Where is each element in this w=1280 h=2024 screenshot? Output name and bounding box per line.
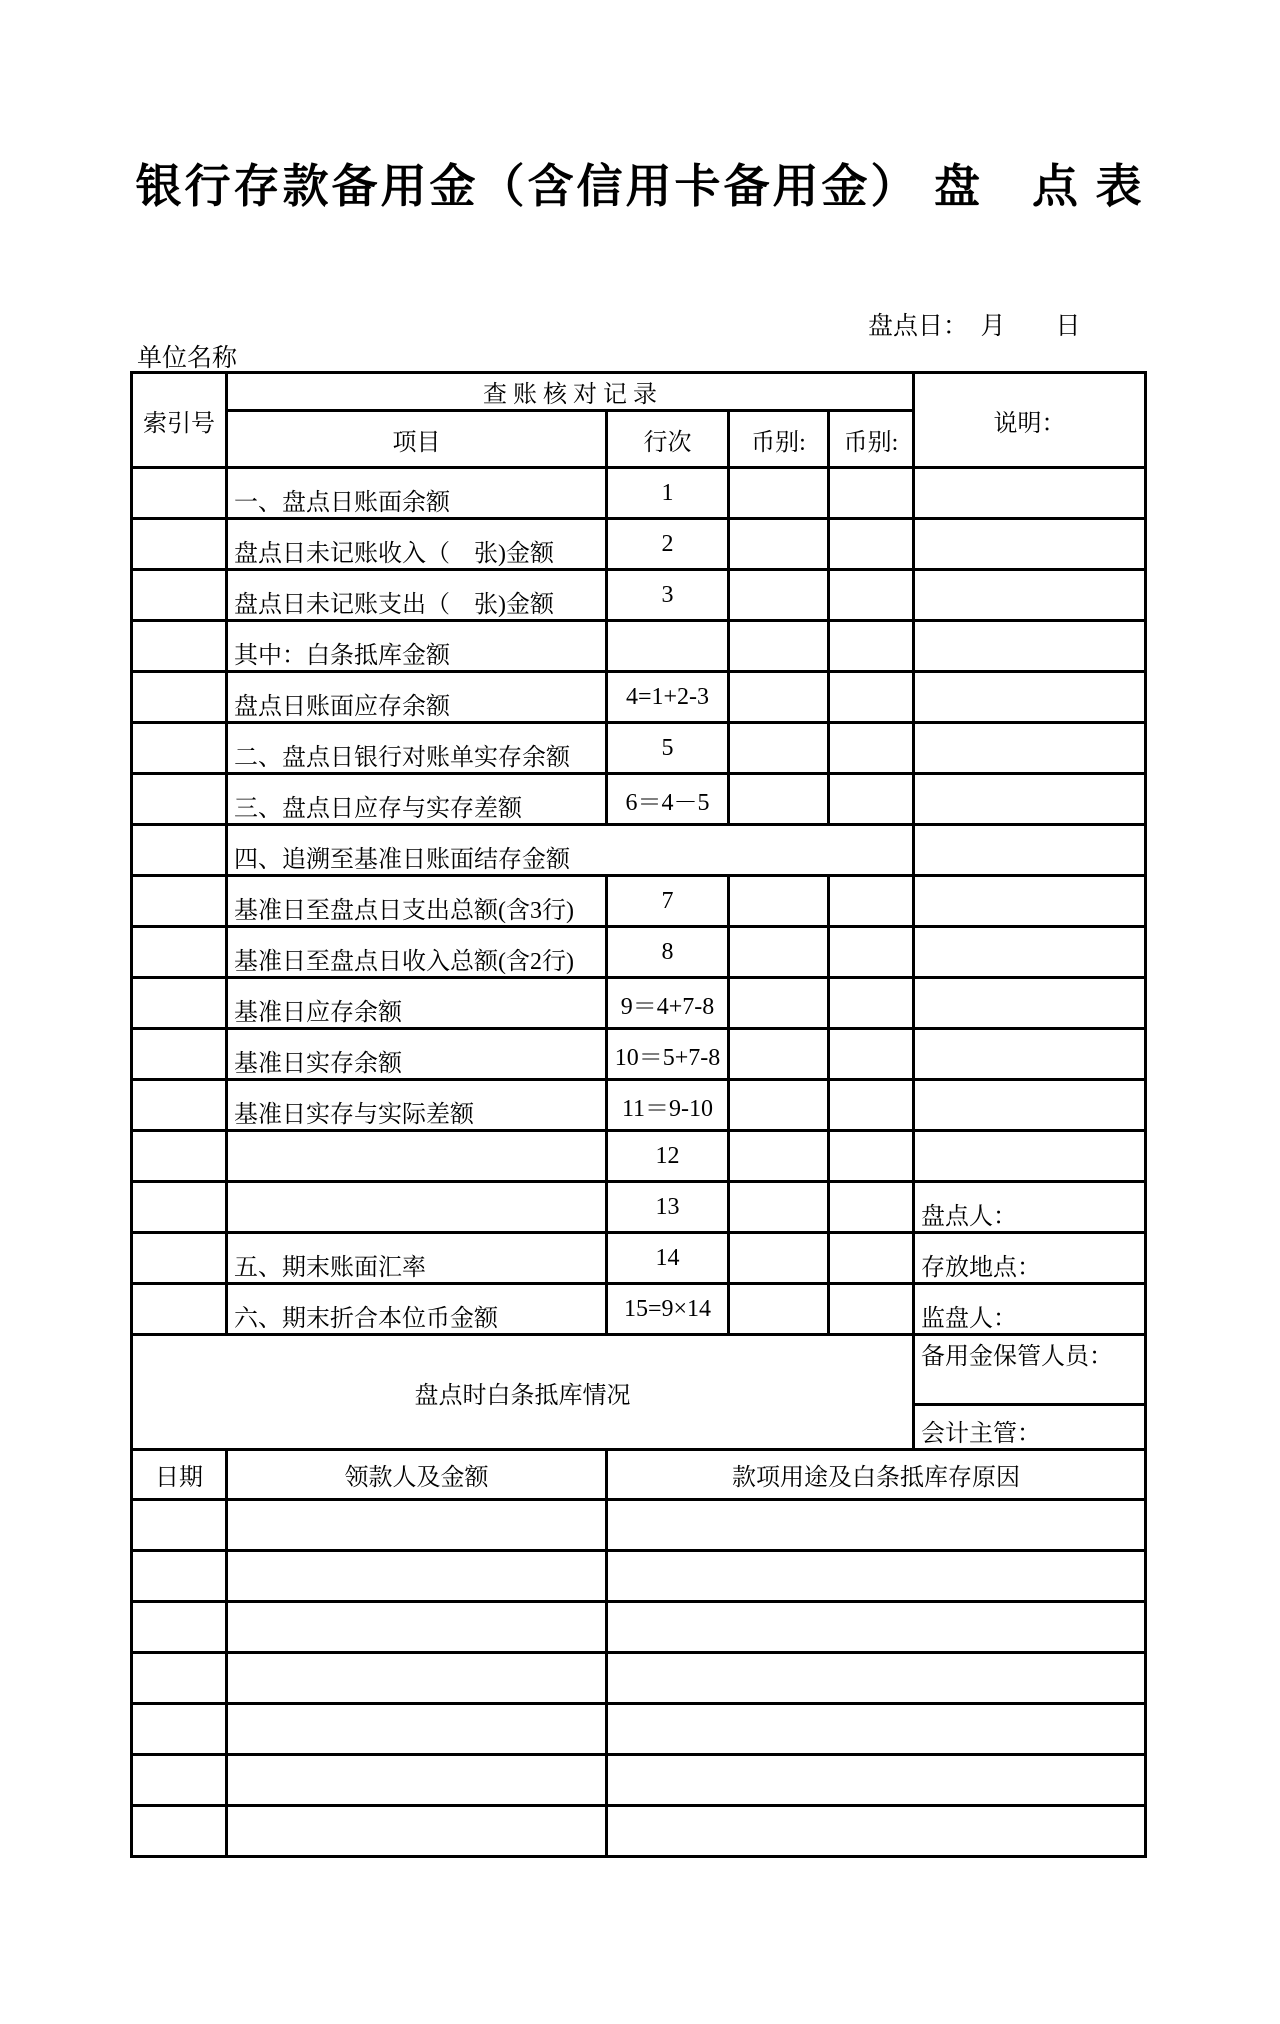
date-cell <box>132 1806 227 1857</box>
remark-cell <box>914 519 1146 570</box>
currency-b-cell <box>829 723 914 774</box>
table-row <box>132 1080 1146 1131</box>
currency-b-cell <box>829 876 914 927</box>
currency-a-cell <box>729 774 829 825</box>
item-cell: 基准日至盘点日收入总额(含2行) <box>227 927 607 978</box>
table-row <box>132 1029 1146 1080</box>
item-cell: 一、盘点日账面余额 <box>227 468 607 519</box>
audit-record-header: 查 账 核 对 记 录 <box>227 373 914 411</box>
item-cell <box>227 1131 607 1182</box>
header-row-1 <box>132 373 1146 411</box>
purpose-cell <box>607 1602 1146 1653</box>
line-no-cell <box>607 621 729 672</box>
line-no-cell: 4=1+2-3 <box>607 672 729 723</box>
iou-section-row <box>132 1335 1146 1405</box>
currency-a-cell <box>729 723 829 774</box>
payee-amount-cell <box>227 1551 607 1602</box>
register-row <box>132 1704 1146 1755</box>
currency-b-cell <box>829 468 914 519</box>
currency-a-cell <box>729 570 829 621</box>
remark-cell <box>914 570 1146 621</box>
table-row <box>132 672 1146 723</box>
currency-b-header: 币别: <box>829 411 914 468</box>
purpose-cell <box>607 1551 1146 1602</box>
date-header: 日期 <box>132 1450 227 1500</box>
inventory-date-label: 盘点日： 月 日 <box>868 313 1081 340</box>
table-row <box>132 1131 1146 1182</box>
remark-cell <box>914 876 1146 927</box>
register-row <box>132 1602 1146 1653</box>
date-cell <box>132 1602 227 1653</box>
purpose-cell <box>607 1806 1146 1857</box>
currency-b-cell <box>829 672 914 723</box>
table-row <box>132 468 1146 519</box>
table-row <box>132 621 1146 672</box>
index-cell <box>132 927 227 978</box>
remark-cell <box>914 774 1146 825</box>
date-cell <box>132 1653 227 1704</box>
register-row <box>132 1755 1146 1806</box>
register-row <box>132 1500 1146 1551</box>
register-row <box>132 1806 1146 1857</box>
item-cell: 盘点日未记账收入（ 张)金额 <box>227 519 607 570</box>
currency-a-cell <box>729 1284 829 1335</box>
remark-cell <box>914 927 1146 978</box>
line-no-cell: 11＝9-10 <box>607 1080 729 1131</box>
payee-amount-cell <box>227 1755 607 1806</box>
date-cell <box>132 1500 227 1551</box>
date-cell <box>132 1551 227 1602</box>
unit-name-label: 单位名称 <box>137 345 238 372</box>
index-cell <box>132 774 227 825</box>
remark-cell <box>914 1080 1146 1131</box>
item-cell <box>227 1182 607 1233</box>
line-no-cell: 5 <box>607 723 729 774</box>
line-no-cell: 6＝4－5 <box>607 774 729 825</box>
item-cell: 盘点日未记账支出（ 张)金额 <box>227 570 607 621</box>
item-cell: 基准日实存余额 <box>227 1029 607 1080</box>
remark-cell <box>914 978 1146 1029</box>
index-cell <box>132 1284 227 1335</box>
table-row <box>132 927 1146 978</box>
payee-amount-cell <box>227 1653 607 1704</box>
table-row <box>132 570 1146 621</box>
payee-amount-cell <box>227 1602 607 1653</box>
iou-section-title-cell: 盘点时白条抵库情况 <box>132 1335 914 1450</box>
table-row-merged <box>132 825 1146 876</box>
remark-cell <box>914 468 1146 519</box>
counter-label-cell: 盘点人： <box>914 1182 1146 1233</box>
currency-b-cell <box>829 978 914 1029</box>
purpose-cell <box>607 1755 1146 1806</box>
item-cell: 五、期末账面汇率 <box>227 1233 607 1284</box>
payee-amount-cell <box>227 1500 607 1551</box>
currency-a-cell <box>729 519 829 570</box>
item-cell: 基准日实存与实际差额 <box>227 1080 607 1131</box>
table-row <box>132 876 1146 927</box>
currency-b-cell <box>829 519 914 570</box>
line-no-cell: 14 <box>607 1233 729 1284</box>
register-row <box>132 1653 1146 1704</box>
index-cell <box>132 621 227 672</box>
line-no-cell: 7 <box>607 876 729 927</box>
currency-a-cell <box>729 621 829 672</box>
remark-cell <box>914 1029 1146 1080</box>
item-cell: 二、盘点日银行对账单实存余额 <box>227 723 607 774</box>
item-cell: 四、追溯至基准日账面结存金额 <box>227 825 914 876</box>
index-cell <box>132 468 227 519</box>
item-cell: 六、期末折合本位币金额 <box>227 1284 607 1335</box>
currency-b-cell <box>829 927 914 978</box>
currency-a-cell <box>729 1131 829 1182</box>
currency-b-cell <box>829 1182 914 1233</box>
index-cell <box>132 876 227 927</box>
currency-b-cell <box>829 1131 914 1182</box>
remark-cell <box>914 1131 1146 1182</box>
currency-b-cell <box>829 1284 914 1335</box>
item-cell: 其中：白条抵库金额 <box>227 621 607 672</box>
index-cell <box>132 1080 227 1131</box>
currency-b-cell <box>829 1080 914 1131</box>
chief-accountant-label-cell: 会计主管： <box>914 1405 1146 1450</box>
line-no-cell: 10＝5+7-8 <box>607 1029 729 1080</box>
index-cell <box>132 1182 227 1233</box>
date-cell <box>132 1704 227 1755</box>
item-cell: 基准日至盘点日支出总额(含3行) <box>227 876 607 927</box>
remark-cell <box>914 621 1146 672</box>
item-cell: 三、盘点日应存与实存差额 <box>227 774 607 825</box>
line-no-cell: 9＝4+7-8 <box>607 978 729 1029</box>
line-no-cell: 3 <box>607 570 729 621</box>
purpose-cell <box>607 1704 1146 1755</box>
currency-b-cell <box>829 621 914 672</box>
currency-b-cell <box>829 1029 914 1080</box>
item-cell: 盘点日账面应存余额 <box>227 672 607 723</box>
date-cell <box>132 1755 227 1806</box>
table-row <box>132 1284 1146 1335</box>
item-header: 项目 <box>227 411 607 468</box>
table-row <box>132 1182 1146 1233</box>
item-cell: 基准日应存余额 <box>227 978 607 1029</box>
payee-amount-cell <box>227 1806 607 1857</box>
purpose-cell <box>607 1500 1146 1551</box>
register-header-row <box>132 1450 1146 1500</box>
remark-cell <box>914 723 1146 774</box>
index-cell <box>132 570 227 621</box>
custodian-label-cell: 备用金保管人员： <box>914 1335 1146 1405</box>
line-no-cell: 13 <box>607 1182 729 1233</box>
index-cell <box>132 1233 227 1284</box>
currency-a-cell <box>729 1233 829 1284</box>
currency-a-cell <box>729 672 829 723</box>
line-no-cell: 12 <box>607 1131 729 1182</box>
index-cell <box>132 1029 227 1080</box>
currency-b-cell <box>829 570 914 621</box>
currency-b-cell <box>829 1233 914 1284</box>
remark-cell <box>914 672 1146 723</box>
index-cell <box>132 519 227 570</box>
page-title: 银行存款备用金（含信用卡备用金） 盘 点 表 <box>135 161 1145 212</box>
remark-header: 说明： <box>914 373 1146 468</box>
index-cell <box>132 723 227 774</box>
purpose-header: 款项用途及白条抵库存原因 <box>607 1450 1146 1500</box>
currency-a-cell <box>729 1080 829 1131</box>
register-row <box>132 1551 1146 1602</box>
index-cell <box>132 978 227 1029</box>
table-row <box>132 774 1146 825</box>
payee-amount-header: 领款人及金额 <box>227 1450 607 1500</box>
currency-b-cell <box>829 774 914 825</box>
currency-a-cell <box>729 1182 829 1233</box>
line-no-header: 行次 <box>607 411 729 468</box>
currency-a-cell <box>729 468 829 519</box>
currency-a-cell <box>729 927 829 978</box>
index-cell <box>132 672 227 723</box>
table-row <box>132 1233 1146 1284</box>
index-header: 索引号 <box>132 373 227 468</box>
line-no-cell: 2 <box>607 519 729 570</box>
table-row <box>132 519 1146 570</box>
remark-cell <box>914 825 1146 876</box>
table-row <box>132 978 1146 1029</box>
line-no-cell: 1 <box>607 468 729 519</box>
table-row <box>132 723 1146 774</box>
currency-a-cell <box>729 978 829 1029</box>
currency-a-cell <box>729 1029 829 1080</box>
purpose-cell <box>607 1653 1146 1704</box>
index-cell <box>132 1131 227 1182</box>
supervisor-label-cell: 监盘人： <box>914 1284 1146 1335</box>
payee-amount-cell <box>227 1704 607 1755</box>
inventory-table <box>130 371 1147 1858</box>
currency-a-cell <box>729 876 829 927</box>
index-cell <box>132 825 227 876</box>
storage-location-label-cell: 存放地点： <box>914 1233 1146 1284</box>
line-no-cell: 8 <box>607 927 729 978</box>
line-no-cell: 15=9×14 <box>607 1284 729 1335</box>
currency-a-header: 币别: <box>729 411 829 468</box>
